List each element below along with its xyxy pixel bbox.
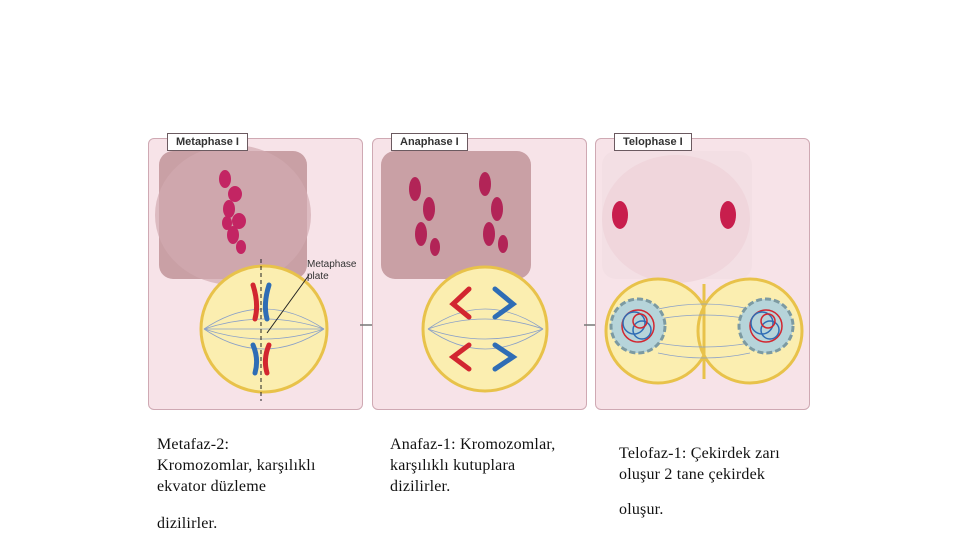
nucleus-left: [611, 299, 665, 353]
caption-line: Anafaz-1: Kromozomlar,: [390, 436, 556, 453]
caption-line: Kromozomlar, karşılıklı: [157, 457, 316, 474]
caption-line: dizilirler.: [157, 515, 218, 532]
caption-line: ekvator düzleme: [157, 478, 267, 495]
caption-line: Telofaz-1: Çekirdek zarı: [619, 445, 780, 462]
telophase-tag: Telophase I: [614, 133, 692, 151]
anaphase-cell: [423, 267, 547, 391]
anaphase-panel: [372, 138, 587, 410]
caption-line: karşılıklı kutuplara: [390, 457, 516, 474]
caption-line: oluşur 2 tane çekirdek: [619, 466, 766, 483]
telofaz-caption: [619, 443, 780, 520]
metaphase-tag: Metaphase I: [167, 133, 248, 151]
caption-line: oluşur.: [619, 501, 664, 518]
callout-line-1: Metaphase: [307, 259, 357, 270]
caption-line: Metafaz-2:: [157, 436, 230, 453]
callout-line-2: plate: [307, 271, 329, 282]
anaphase-illustration: [373, 139, 588, 411]
anafaz-caption: [390, 434, 555, 497]
metaphase-panel: [148, 138, 363, 410]
caption-line: dizilirler.: [390, 478, 451, 495]
metafaz-caption: [157, 434, 316, 534]
telophase-illustration: [596, 139, 811, 411]
anaphase-tag: Anaphase I: [391, 133, 468, 151]
anaphase-micrograph: [381, 151, 531, 279]
telophase-panel: [595, 138, 810, 410]
nucleus-right: [739, 299, 793, 353]
metaphase-plate-callout: [307, 259, 356, 283]
